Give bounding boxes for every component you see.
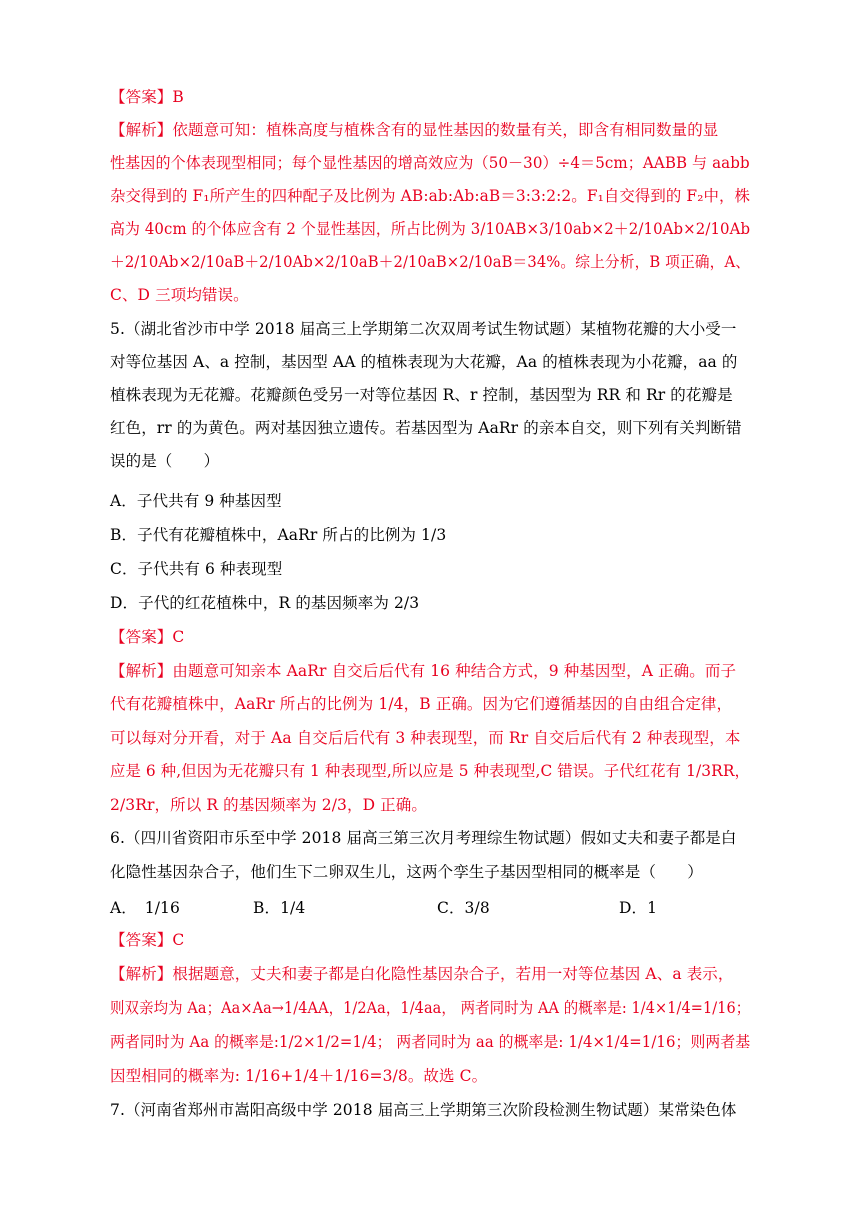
explanation-q5-line-3: 可以每对分开看，对于 Aa 自交后后代有 3 种表现型，而 Rr 自交后后代有 2 种表现型，本 <box>110 729 741 747</box>
question-5-option-b: B．子代有花瓣植株中，AaRr 所占的比例为 1/3 <box>110 526 447 544</box>
explanation-q4-line-6: C、D 三项均错误。 <box>110 286 249 304</box>
question-6-option-c: C．3/8 <box>437 899 490 917</box>
answer-q4: 【答案】B <box>110 88 184 106</box>
explanation-q6-line-4: 因型相同的概率为: 1/16+1/4＋1/16=3/8。故选 C。 <box>110 1067 488 1085</box>
answer-q6: 【答案】C <box>110 931 185 949</box>
question-5-line-1: 5.（湖北省沙市中学 2018 届高三上学期第二次双周考试生物试题）某植物花瓣的大小受一 <box>110 320 737 338</box>
question-6-line-1: 6.（四川省资阳市乐至中学 2018 届高三第三次月考理综生物试题）假如丈夫和妻子都是白 <box>110 829 737 847</box>
question-5-line-5: 误的是（ ） <box>110 452 220 470</box>
explanation-q4-line-1: 【解析】依题意可知：植株高度与植株含有的显性基因的数量有关，即含有相同数量的显 <box>110 121 719 139</box>
question-7-line-1: 7.（河南省郑州市嵩阳高级中学 2018 届高三上学期第三次阶段检测生物试题）某常染色体 <box>110 1101 737 1119</box>
question-5-line-4: 红色，rr 的为黄色。两对基因独立遗传。若基因型为 AaRr 的亲本自交，则下列有关判断错 <box>110 419 742 437</box>
explanation-q4-line-2: 性基因的个体表现型相同；每个显性基因的增高效应为（50－30）÷4＝5cm；AABB 与 aabb <box>110 154 750 172</box>
question-5-option-a: A．子代共有 9 种基因型 <box>110 492 282 510</box>
explanation-q5-line-1: 【解析】由题意可知亲本 AaRr 自交后后代有 16 种结合方式，9 种基因型，A 正确。而子 <box>110 662 737 680</box>
explanation-q4-line-3: 杂交得到的 F₁所产生的四种配子及比例为 AB:ab:Ab:aB＝3:3:2:2。F₁自交得到的 F₂中，株 <box>110 187 751 205</box>
explanation-q5-line-4: 应是 6 种,但因为无花瓣只有 1 种表现型,所以应是 5 种表现型,C 错误。子代红花有 1/3RR， <box>110 762 750 780</box>
explanation-q6-line-2: 则双亲均为 Aa；Aa×Aa→1/4AA，1/2Aa，1/4aa， 两者同时为 AA 的概率是: 1/4×1/4=1/16； <box>110 999 751 1017</box>
question-6-option-b: B．1/4 <box>253 899 306 917</box>
explanation-q6-line-1: 【解析】根据题意，丈夫和妻子都是白化隐性基因杂合子，若用一对等位基因 A、a 表示， <box>110 965 734 983</box>
explanation-q5-line-5: 2/3Rr，所以 R 的基因频率为 2/3，D 正确。 <box>110 796 427 814</box>
question-5-option-d: D．子代的红花植株中，R 的基因频率为 2/3 <box>110 594 420 612</box>
explanation-q5-line-2: 代有花瓣植株中，AaRr 所占的比例为 1/4，B 正确。因为它们遵循基因的自由组合定律， <box>110 695 733 713</box>
question-6-option-d: D．1 <box>619 899 658 917</box>
question-5-line-3: 植株表现为无花瓣。花瓣颜色受另一对等位基因 R、r 控制，基因型为 RR 和 Rr 的花瓣是 <box>110 386 733 404</box>
answer-q5: 【答案】C <box>110 628 185 646</box>
question-5-option-c: C．子代共有 6 种表现型 <box>110 560 283 578</box>
explanation-q6-line-3: 两者同时为 Aa 的概率是:1/2×1/2=1/4； 两者同时为 aa 的概率是: 1/4×1/4=1/16；则两者基 <box>110 1033 751 1051</box>
explanation-q4-line-4: 高为 40cm 的个体应含有 2 个显性基因，所占比例为 3/10AB×3/10ab×2＋2/10Ab×2/10Ab <box>110 220 751 238</box>
explanation-q4-line-5: ＋2/10Ab×2/10aB＋2/10Ab×2/10aB＋2/10aB×2/10aB＝34%。综上分析，B 项正确，A、 <box>110 253 751 271</box>
question-6-option-a: A． 1/16 <box>110 899 180 917</box>
question-6-line-2: 化隐性基因杂合子，他们生下二卵双生儿，这两个孪生子基因型相同的概率是（ ） <box>110 863 703 881</box>
question-5-line-2: 对等位基因 A、a 控制，基因型 AA 的植株表现为大花瓣，Aa 的植株表现为小花瓣，aa 的 <box>110 353 738 371</box>
